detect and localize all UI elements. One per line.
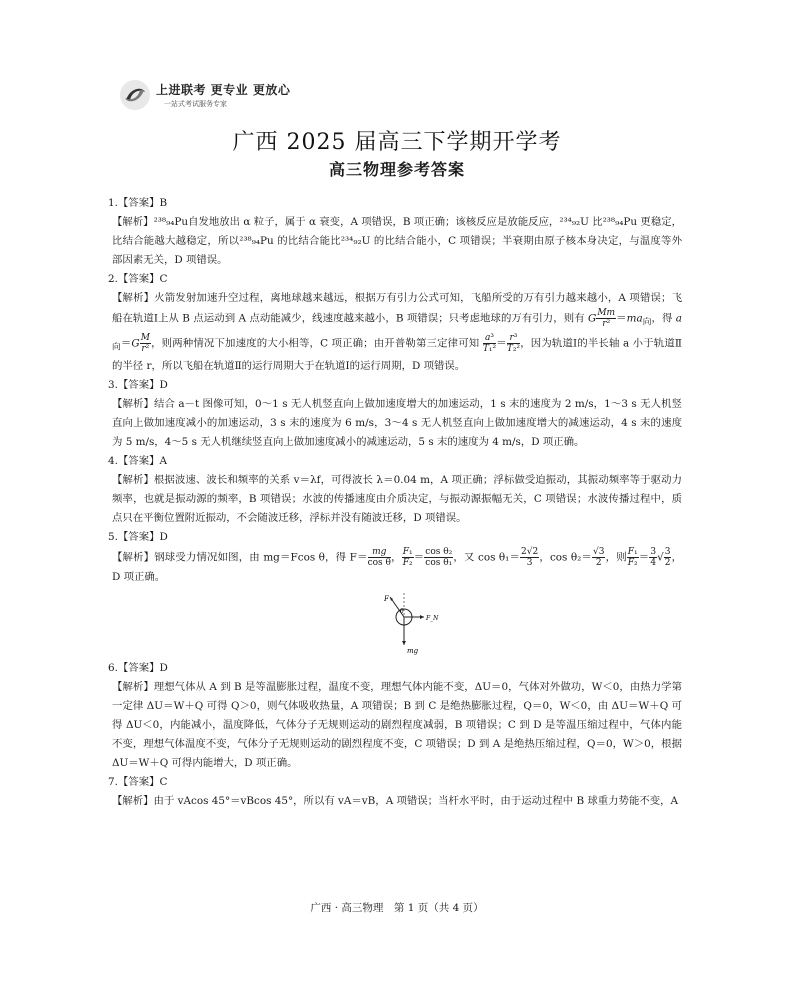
question-4 [108,452,682,528]
force-diagram [374,593,444,655]
figure-label-fn: F_N [426,615,439,623]
brand-logo [118,78,291,112]
answer-content [108,194,683,811]
question-3 [108,376,682,452]
formula-fraction: $\frac{\text{F₁}}{\text{F₂}}$ [627,547,638,569]
question-5 [108,528,683,656]
explanation: 【解析】根据波速、波长和频率的关系 v＝λf，可得波长 λ＝0.04 m，A 项正确；浮标做受迫振动，其振动频率等于驱动力频率，也就是振动源的频率，B 项错误；水波的传播速度由介质决定，与振动源振幅无关，C 项错误；水波传播过程中，质点只在平衡位置附近振动，不会随波迁移，浮标并没有随波迁移，D 项错误。 [112,474,682,525]
figure-label-theta: θ [400,608,404,616]
explanation: 【解析】钢球受力情况如图，由 mg＝Fcos θ，得 F＝ $\frac{mg}{\text{cos θ}}$ ， $\frac{\text{F₁}}{\text{F₂}}$ ＝ $\frac{\text{cos θ₂}}{\text{cos θ₁}}$ ，又 cos θ₁＝ $\frac{2√2}{3}$ ，cos θ₂＝ $\frac{√3}{2}$ ，则 $\frac{\text{F₁}}{\text{F₂}}$ ＝ $\frac{3}{4}$ √ $\frac{3}{2}$ ，D 项正确。 [112,547,683,584]
formula-fraction: $\frac{3}{4}$ [650,547,657,569]
formula-fraction: $\frac{\text{F₁}}{\text{F₂}}$ [402,547,413,569]
answer-line: 1.【答案】B [108,197,168,209]
question-7 [108,773,682,811]
formula-fraction: $\frac{\text{r³}}{\text{T₂²}}$ [506,332,521,354]
answer-line: 5.【答案】D [108,531,168,544]
page-subtitle: 高三物理参考答案 [328,160,465,179]
explanation: 【解析】结合 a－t 图像可知，0～1 s 无人机竖直向上做加速度增大的加速运动，1 s 末的速度为 2 m/s，1～3 s 无人机竖直向上做加速度减小的加速运动，3 s 末的速度为 6 m/s，3～4 s 无人机竖直向上做加速度增大的减速运动，4 s 末的速度为 5 m/s，4～5 s 无人机继续竖直向上做加速度减小的减速运动，5 s 末的速度为 4 m/s，D 项正确。 [112,398,682,449]
page-title: 广西 2025 届高三下学期开学考 [232,130,562,155]
formula-fraction: $\frac{Mm}{\text{r²}}$ [597,308,616,329]
logo-slogan: 上进联考 更专业 更放心 [156,83,291,97]
logo-tagline: 一站式考试服务专家 [164,100,227,108]
explanation: 【解析】由于 vAcos 45°＝vBcos 45°，所以有 vA＝vB，A 项错误；当杆水平时，由于运动过程中 B 球重力势能不变，A [112,795,679,808]
answer-line: 7.【答案】C [108,776,168,789]
formula-fraction: $\frac{\text{cos θ₂}}{\text{cos θ₁}}$ [425,547,453,569]
formula-fraction: $\frac{\text{a³}}{\text{T₁²}}$ [482,332,497,354]
page-footer: 广西 · 高三物理 第 1 页（共 4 页） [310,902,484,914]
formula-fraction: $\frac{3}{2}$ [664,547,671,569]
question-1 [108,194,682,270]
answer-line: 2.【答案】C [108,273,168,285]
logo-swirl-icon [118,78,152,112]
figure-label-f: F [384,595,389,604]
formula-fraction: $\frac{√3}{2}$ [593,547,605,569]
formula-fraction: $\frac{M}{\text{r²}}$ [140,332,150,354]
explanation: 【解析】火箭发射加速升空过程，离地球越来越远，根据万有引力公式可知，飞船所受的万有引力越来越小，A 项错误；飞船在轨道Ⅰ上从 B 点运动到 A 点动能减少，线速度越来越小，B 项错误；只考虑地球的万有引力，则有 G $\frac{Mm}{\text{r²}}$ $=ma_向$，得 $a_向=G$ $\frac{M}{\text{r²}}$ ，则两种情况下加速度的大小相等，C 项正确；由开普勒第三定律可知 $\frac{\text{a³}}{\text{T₁²}}$ ＝ $\frac{\text{r³}}{\text{T₂²}}$ ，因为轨道Ⅰ的半长轴 a 小于轨道Ⅱ的半径 r，所以飞船在轨道Ⅱ的运行周期大于在轨道Ⅰ的运行周期，D 项错误。 [112,292,682,373]
question-6 [108,659,682,773]
question-2 [108,270,682,376]
figure-label-mg: mg [407,647,419,656]
answer-line: 6.【答案】D [108,662,168,675]
explanation: 【解析】理想气体从 A 到 B 是等温膨胀过程，温度不变，理想气体内能不变，ΔU＝0，气体对外做功，W＜0，由热力学第一定律 ΔU＝W＋Q 可得 Q＞0，则气体吸收热量，A 项错误；B 到 C 是绝热膨胀过程，Q＝0，W＜0，由 ΔU＝W＋Q 可得 ΔU＜0，内能减小，温度降低，气体分子无规则运动的剧烈程度减弱，B 项错误；C 到 D 是等温压缩过程中，气体内能不变，理想气体温度不变，气体分子无规则运动的剧烈程度不变，C 项错误；D 到 A 是绝热压缩过程，Q＝0，W＞0，根据 ΔU＝W＋Q 可得内能增大，D 项正确。 [112,681,682,770]
answer-line: 4.【答案】A [108,455,167,468]
answer-line: 3.【答案】D [108,379,168,392]
formula-fraction: $\frac{mg}{\text{cos θ}}$ [367,547,391,569]
explanation: 【解析】²³⁸₉₄Pu自发地放出 α 粒子，属于 α 衰变，A 项错误，B 项正确；该核反应是放能反应，²³⁴₉₂U 比²³⁸₉₄Pu 更稳定，比结合能越大越稳定，所以²³⁸₉₄Pu 的比结合能比²³⁴₉₂U 的比结合能小，C 项错误；半衰期由原子核本身决定，与温度等外部因素无关，D 项错误。 [112,216,682,266]
formula-fraction: $\frac{2√2}{3}$ [521,547,539,569]
